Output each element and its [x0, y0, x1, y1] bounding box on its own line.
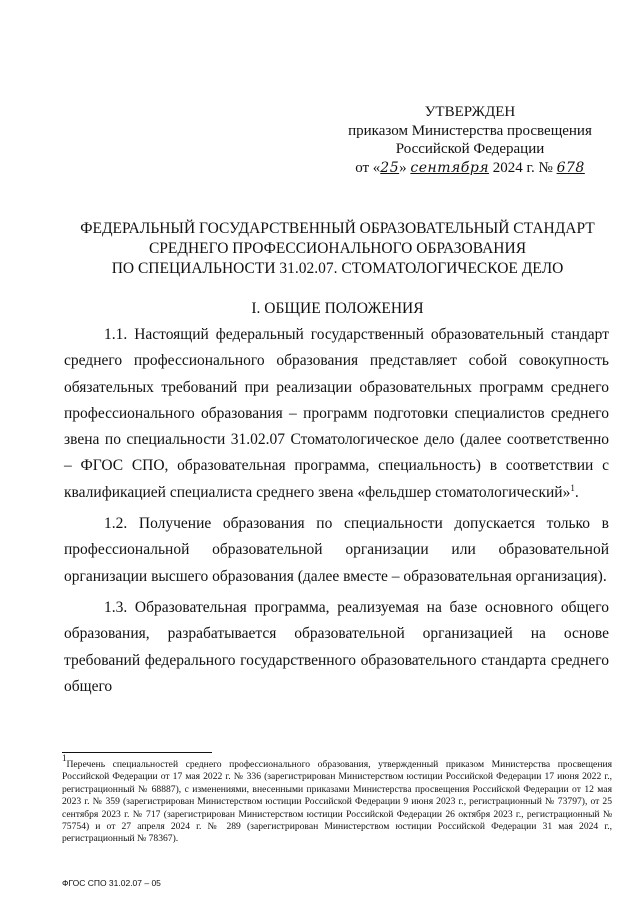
day-suffix: » [399, 159, 411, 176]
handwritten-day: 25 [380, 159, 400, 176]
paragraph-1-1-text: 1.1. Настоящий федеральный государственный образовательный стандарт среднего профессионального образования представляет собой совокупность обязательных требований при реализации образовательных программ среднего профессионального образования – программ подготовки специалистов среднего звена по специальности 31.02.07 Стоматологическое дело (далее соответственно – ФГОС СПО, образовательная программа, специальность) в соответствии с квалификацией специалиста среднего звена «фельдшер стоматологический» [64, 326, 609, 501]
paragraph-1-2: 1.2. Получение образования по специальности допускается только в профессиональной образовательной организации или образовательной организации высшего образования (далее вместе – образовательная организация). [64, 515, 609, 585]
handwritten-month: сентября [410, 159, 490, 176]
footnote-ref[interactable]: 1 [570, 482, 575, 493]
title-line-3: ПО СПЕЦИАЛЬНОСТИ 31.02.07. СТОМАТОЛОГИЧЕСКОЕ ДЕЛО [111, 260, 564, 277]
title-line-1: ФЕДЕРАЛЬНЫЙ ГОСУДАРСТВЕННЫЙ ОБРАЗОВАТЕЛЬНЫЙ СТАНДАРТ [80, 220, 595, 237]
approval-heading: УТВЕРЖДЕН [424, 104, 516, 120]
handwritten-number: 678 [556, 159, 585, 176]
approval-federation-line: Российской Федерации [395, 141, 545, 157]
paragraph-1-1-end: . [574, 483, 579, 501]
section-heading: I. ОБЩИЕ ПОЛОЖЕНИЯ [251, 300, 424, 317]
page-footer: ФГОС СПО 31.02.07 – 05 [62, 878, 161, 888]
document-title [60, 219, 615, 279]
document-body [64, 322, 609, 705]
footnote [62, 753, 612, 846]
paragraph-1-3: 1.3. Образовательная программа, реализуемая на базе основного общего образования, разрабатывается образовательной организацией на основе требований федерального государственного образовательного стандарта среднего общего [64, 598, 609, 695]
date-year: 2024 г. № [489, 159, 557, 176]
approval-block [330, 103, 610, 177]
footnote-text: Перечень специальностей среднего профессионального образования, утвержденный приказом Министерства просвещения Российской Федерации от 17 мая 2022 г. № 336 (зарегистрирован Министерством юстиции Российской Федерации 17 июня 2022 г., регистрационный № 68887), с изменениями, внесенными приказами Министерства просвещения Российской Федерации от 12 мая 2023 г. № 359 (зарегистрирован Министерством юстиции Российской Федерации 9 июня 2023 г., регистрационный № 73797), от 25 сентября 2023 г. № 717 (зарегистрирован Министерством юстиции Российской Федерации 26 октября 2023 г., регистрационный № 75754) и от 27 апреля 2024 г. № 289 (зарегистрирован Министерством юстиции Российской Федерации 31 мая 2024 г., регистрационный № 78367). [62, 759, 612, 845]
footnote-marker: 1 [62, 753, 67, 763]
date-prefix: от « [355, 159, 381, 176]
paragraph-1-1 [64, 322, 609, 506]
title-line-2: СРЕДНЕГО ПРОФЕССИОНАЛЬНОГО ОБРАЗОВАНИЯ [148, 240, 527, 257]
footnote-divider [62, 752, 212, 753]
approval-date-line [330, 159, 610, 178]
approval-order-line: приказом Министерства просвещения [348, 122, 592, 139]
